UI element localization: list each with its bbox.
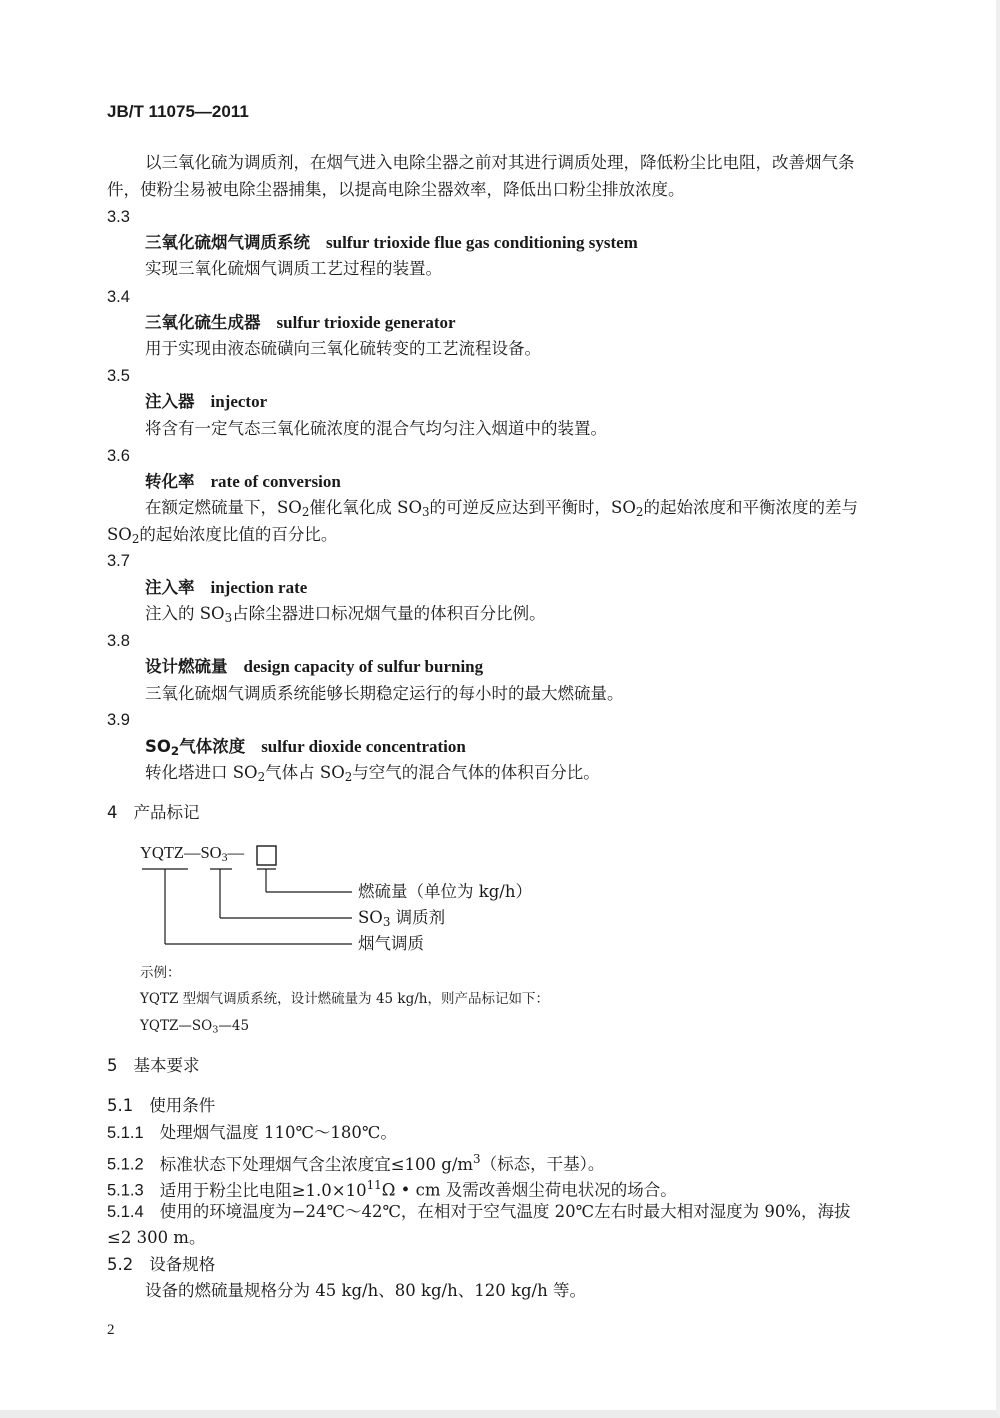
marking-label-flue-gas: 烟气调质: [358, 934, 424, 953]
intro-line-1: 以三氧化硫为调质剂，在烟气进入电除尘器之前对其进行调质处理，降低粉尘比电阻，改善烟气条: [145, 153, 855, 172]
term-definition: 用于实现由液态硫磺向三氧化硫转变的工艺流程设备。: [145, 339, 541, 358]
term-heading: [145, 575, 307, 601]
term-definition: 转化塔进口 $SO_2$气体占 $SO_2$与空气的混合气体的体积百分比。: [145, 763, 600, 784]
section-heading-4: 4 产品标记: [107, 803, 200, 822]
example-code: $YQTZ—SO_3—45$: [140, 1018, 250, 1036]
term-zh: 三氧化硫生成器: [145, 313, 261, 332]
marking-label-conditioner: $SO_3$ 调质剂: [358, 908, 446, 929]
term-en: sulfur dioxide concentration: [261, 737, 466, 756]
term-en: design capacity of sulfur burning: [243, 657, 484, 676]
term-number: 3.7: [107, 552, 130, 570]
clause-5-1-4-line-2: ≤2 300 m。: [107, 1228, 206, 1247]
marking-label-capacity: 燃硫量（单位为 kg/h）: [358, 882, 532, 901]
term-number: 3.3: [107, 208, 130, 226]
term-definition-line-2: $SO_2$的起始浓度比值的百分比。: [107, 525, 338, 546]
term-number: 3.4: [107, 288, 130, 306]
term-en: injection rate: [210, 578, 308, 597]
clause-5-1-4-line-1: 5.1.4 使用的环境温度为−24℃～42℃，在相对于空气温度 20℃左右时最大相对湿度为 90%，海拔: [107, 1202, 851, 1221]
marking-code: $YQTZ—SO_3—$: [140, 843, 245, 864]
term-definition: 实现三氧化硫烟气调质工艺过程的装置。: [145, 259, 442, 278]
term-heading: [145, 310, 456, 336]
term-number: 3.5: [107, 367, 130, 385]
term-definition: 三氧化硫烟气调质系统能够长期稳定运行的每小时的最大燃硫量。: [145, 684, 624, 703]
term-zh: 转化率: [145, 472, 195, 491]
clause-5-2-text: 设备的燃硫量规格分为 45 kg/h、80 kg/h、120 kg/h 等。: [145, 1281, 586, 1300]
product-marking-diagram: [140, 838, 560, 968]
term-definition-line-1: 在额定燃硫量下，$SO_2$催化氧化成 $SO_3$的可逆反应达到平衡时，$SO_2$的起始浓度和平衡浓度的差与: [145, 498, 858, 519]
term-number: 3.9: [107, 711, 130, 729]
subsection-heading-5-2: 5.2 设备规格: [107, 1255, 216, 1274]
standard-code: JB/T 11075—2011: [107, 102, 249, 121]
clause-5-1-1: 5.1.1 处理烟气温度 110℃～180℃。: [107, 1123, 397, 1142]
example-text: YQTZ 型烟气调质系统，设计燃硫量为 45 kg/h，则产品标记如下：: [140, 991, 549, 1007]
term-heading: [145, 469, 341, 495]
clause-5-1-2: 5.1.2 标准状态下处理烟气含尘浓度宜≤100 $g/m^3$（标态，干基）。: [107, 1152, 605, 1174]
page-number: 2: [107, 1322, 115, 1338]
term-en: injector: [210, 392, 268, 411]
term-zh: 注入率: [145, 578, 195, 597]
term-zh: 注入器: [145, 392, 195, 411]
term-number: 3.6: [107, 447, 130, 465]
subsection-heading-5-1: 5.1 使用条件: [107, 1096, 216, 1115]
term-definition: 注入的 $SO_3$占除尘器进口标况烟气量的体积百分比例。: [145, 604, 546, 625]
section-heading-5: 5 基本要求: [107, 1056, 200, 1075]
intro-line-2: 件，使粉尘易被电除尘器捕集，以提高电除尘器效率，降低出口粉尘排放浓度。: [107, 180, 685, 199]
term-heading: [145, 654, 483, 680]
term-heading: [145, 389, 267, 415]
example-title: 示例：: [140, 965, 181, 981]
term-heading: [145, 230, 638, 256]
term-number: 3.8: [107, 632, 130, 650]
term-zh: 三氧化硫烟气调质系统: [145, 233, 310, 252]
blank-box: [257, 846, 276, 865]
term-en: rate of conversion: [210, 472, 341, 491]
term-zh: 设计燃硫量: [145, 657, 228, 676]
clause-5-1-3: 5.1.3 适用于粉尘比电阻$\ge 1.0\times 10^{11}\Omega$ • cm 及需改善烟尘荷电状况的场合。: [107, 1178, 677, 1200]
term-definition: 将含有一定气态三氧化硫浓度的混合气均匀注入烟道中的装置。: [145, 419, 607, 438]
term-en: sulfur trioxide flue gas conditioning system: [326, 233, 638, 252]
term-zh: $SO_2$气体浓度: [145, 737, 246, 758]
term-en: sulfur trioxide generator: [276, 313, 456, 332]
